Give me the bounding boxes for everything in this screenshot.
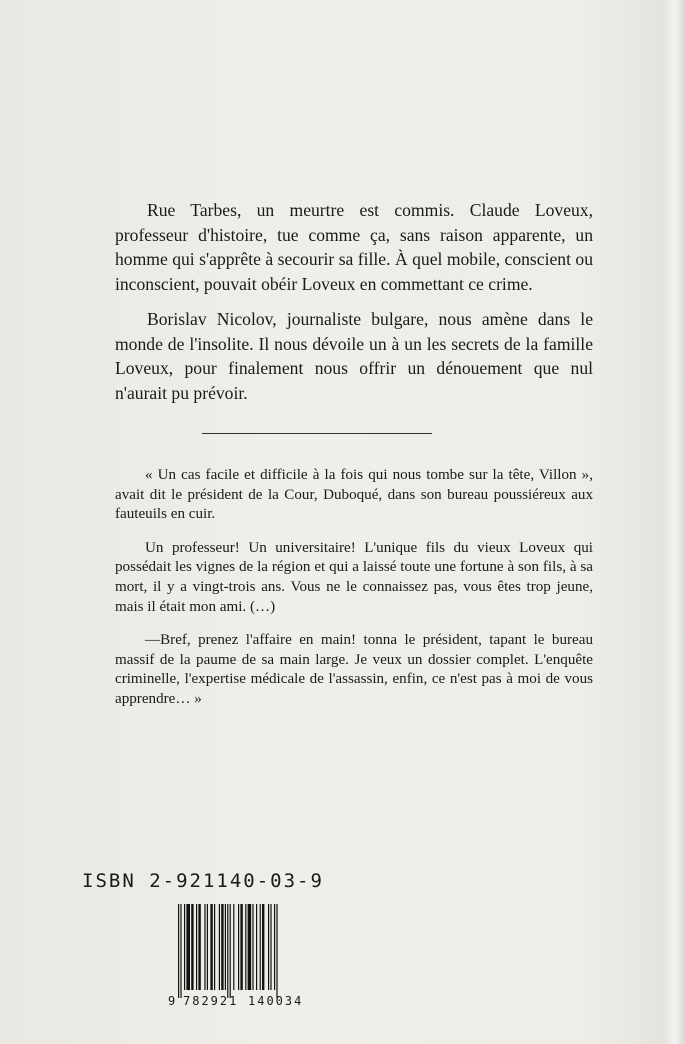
barcode-bar bbox=[186, 904, 190, 990]
barcode-bar bbox=[221, 904, 223, 990]
barcode-bar bbox=[245, 904, 246, 990]
barcode-bar bbox=[274, 904, 275, 990]
separator-rule bbox=[202, 433, 432, 434]
synopsis-paragraph-2: Borislav Nicolov, journaliste bulgare, nous amène dans le monde de l'insolite. Il nous dévoile un à un les secrets de la famille Loveux, pour finalement nous offrir un dénouement que nul n'aurait pu prévoir. bbox=[115, 309, 593, 403]
barcode-bar bbox=[178, 904, 179, 998]
barcode-bar bbox=[184, 904, 185, 990]
barcode-bar bbox=[225, 904, 226, 990]
barcode-bar bbox=[219, 904, 220, 990]
page-edge bbox=[663, 0, 685, 1044]
barcode-left-digits: 782921 bbox=[183, 994, 239, 1008]
barcode-bar bbox=[248, 904, 252, 990]
barcode-first-digit: 9 bbox=[168, 994, 176, 1008]
barcode-bar bbox=[210, 904, 212, 990]
barcode-bar bbox=[276, 904, 277, 998]
barcode-bar bbox=[198, 904, 200, 990]
barcode-bar bbox=[207, 904, 208, 990]
barcode-bar bbox=[270, 904, 271, 990]
barcode-bar bbox=[262, 904, 264, 990]
barcode-bar bbox=[256, 904, 257, 990]
barcode-bar bbox=[238, 904, 239, 990]
isbn-label: ISBN 2-921140-03-9 bbox=[82, 870, 324, 892]
barcode-bar bbox=[268, 904, 269, 990]
excerpt-paragraph-2: Un professeur! Un universitaire! L'unique fils du vieux Loveux qui possédait les vignes de la région et qui a laissé toute une fortune à son fils, à sa mort, il y a vingt-trois ans. Vous ne le connaissez pas, vous êtes trop jeune, mais il était mon ami. (…) bbox=[115, 539, 593, 615]
barcode-bars bbox=[168, 904, 310, 1008]
excerpt bbox=[115, 466, 593, 724]
barcode-bar bbox=[180, 904, 181, 998]
barcode-bar bbox=[233, 904, 234, 990]
barcode-bar bbox=[230, 904, 231, 998]
barcode-bar bbox=[204, 904, 205, 990]
barcode-bar bbox=[227, 904, 228, 998]
barcode-bar bbox=[260, 904, 261, 990]
excerpt-paragraph-3: —Bref, prenez l'affaire en main! tonna le président, tapant le bureau massif de la paume de sa main large. Je veux un dossier complet. L'enquête criminelle, l'expertise médicale de l'assassin, enfin, ce n'est pas à moi de vous apprendre… » bbox=[115, 632, 593, 707]
barcode-bar bbox=[191, 904, 193, 990]
synopsis-paragraph-1: Rue Tarbes, un meurtre est commis. Claude Loveux, professeur d'histoire, tue comme ça, sans raison apparente, un homme qui s'apprête à secourir sa fille. À quel mobile, conscient ou inconscient, pouvait obéir Loveux en commettant ce crime. bbox=[115, 200, 593, 294]
synopsis bbox=[115, 198, 593, 416]
barcode-right-digits: 140034 bbox=[248, 994, 304, 1008]
excerpt-paragraph-1: « Un cas facile et difficile à la fois qui nous tombe sur la tête, Villon », avait dit le président de la Cour, Duboqué, dans son bureau poussiéreux aux fauteuils en cuir. bbox=[115, 467, 593, 523]
barcode-bar bbox=[240, 904, 242, 990]
barcode-bar bbox=[252, 904, 253, 990]
barcode-bar bbox=[196, 904, 197, 990]
barcode-bar bbox=[214, 904, 215, 990]
barcode bbox=[168, 904, 310, 1008]
